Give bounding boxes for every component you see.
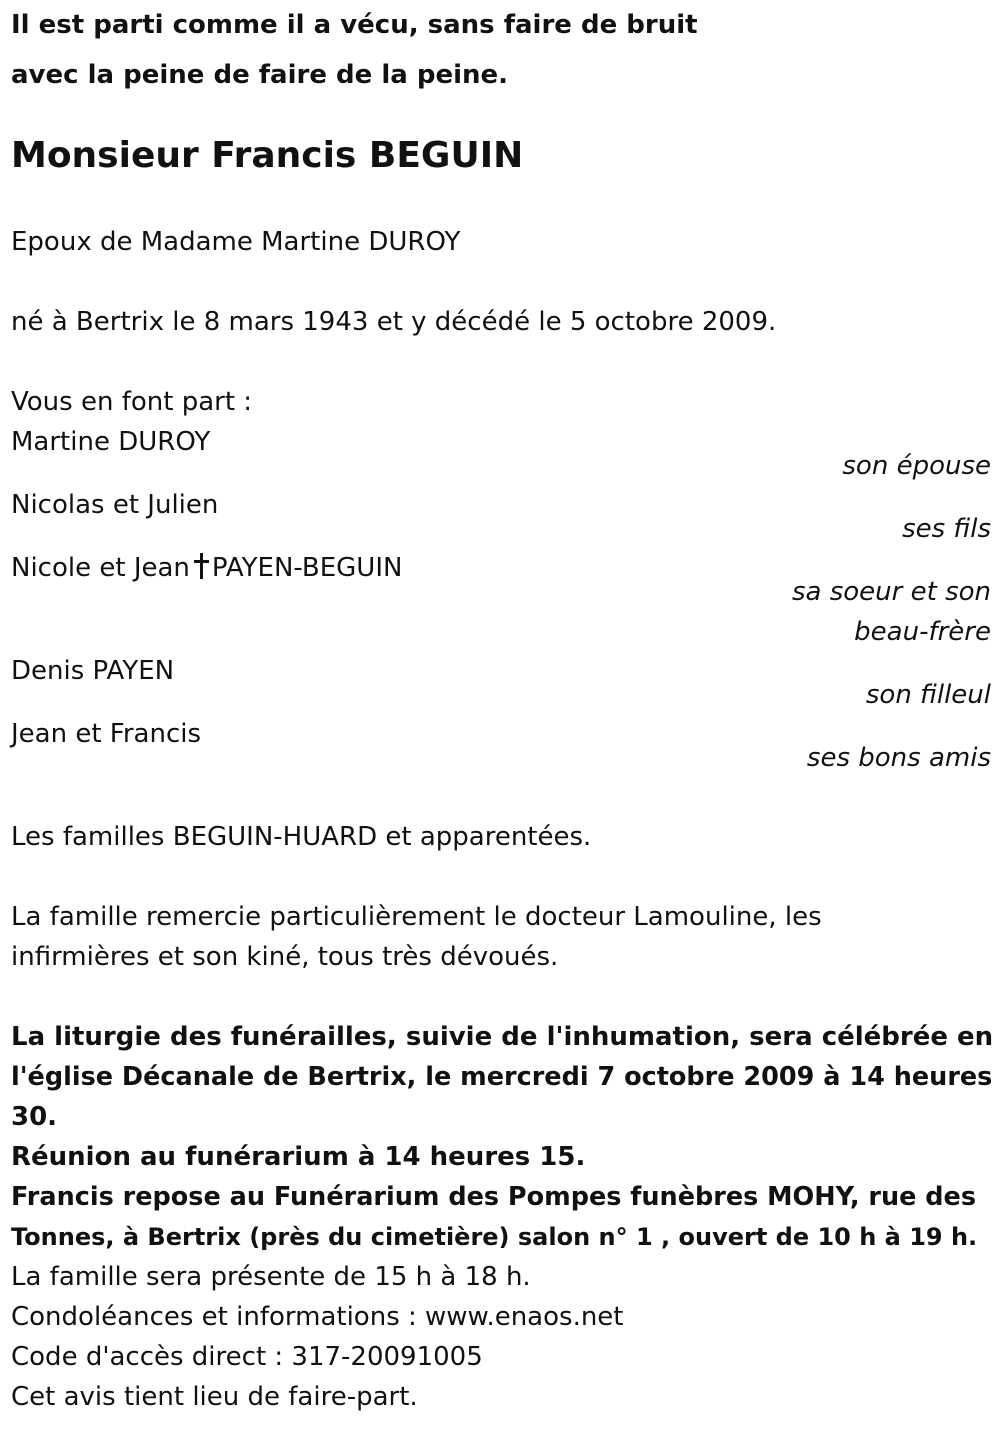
announcer-relation: sa soeur et son (791, 577, 991, 607)
latin-cross-icon (194, 553, 208, 579)
deceased-name: Monsieur Francis BEGUIN (11, 135, 524, 176)
announcer-name: Jean et Francis (11, 719, 202, 749)
announcer-relation: ses fils (902, 514, 991, 544)
thanks-line-1: La famille remercie particulièrement le docteur Lamouline, les (11, 902, 822, 932)
dates-line: né à Bertrix le 8 mars 1943 et y décédé le 5 octobre 2009. (11, 307, 777, 337)
announcer-relation: son épouse (842, 451, 991, 481)
ceremony-line-1: La liturgie des funérailles, suivie de l'inhumation, sera célébrée en (11, 1022, 994, 1052)
announcer-relation: ses bons amis (806, 743, 991, 773)
announcer-relation: son filleul (865, 680, 991, 710)
announcers-intro: Vous en font part : (11, 387, 253, 417)
thanks-line-2: infirmières et son kiné, tous très dévoués. (11, 942, 559, 972)
ceremony-line-2: l'église Décanale de Bertrix, le mercredi 7 octobre 2009 à 14 heures (11, 1062, 993, 1092)
notice-line: Cet avis tient lieu de faire-part. (11, 1382, 418, 1412)
repose-line-1: Francis repose au Funérarium des Pompes funèbres MOHY, rue des (11, 1182, 977, 1212)
quote-line-2: avec la peine de faire de la peine. (11, 60, 509, 90)
announcer-relation: beau-frère (854, 617, 991, 647)
spouse-line: Epoux de Madame Martine DUROY (11, 227, 461, 257)
ceremony-line-3: 30. (11, 1102, 58, 1132)
gathering-line: Réunion au funérarium à 14 heures 15. (11, 1142, 586, 1172)
announcer-name-with-cross (11, 548, 402, 588)
families-line: Les familles BEGUIN-HUARD et apparentées. (11, 822, 592, 852)
repose-line-2: Tonnes, à Bertrix (près du cimetière) salon n° 1 , ouvert de 10 h à 19 h. (11, 1223, 978, 1251)
announcer-name-part: PAYEN-BEGUIN (211, 553, 403, 583)
announcer-name: Martine DUROY (11, 427, 211, 457)
condolences-line: Condoléances et informations : www.enaos.net (11, 1302, 624, 1332)
announcer-name: Nicolas et Julien (11, 490, 219, 520)
quote-line-1: Il est parti comme il a vécu, sans faire de bruit (11, 10, 698, 40)
announcer-name: Denis PAYEN (11, 656, 175, 686)
presence-line: La famille sera présente de 15 h à 18 h. (11, 1262, 531, 1292)
announcer-name-part: Nicole et Jean (11, 553, 190, 583)
access-code-line: Code d'accès direct : 317-20091005 (11, 1342, 483, 1372)
